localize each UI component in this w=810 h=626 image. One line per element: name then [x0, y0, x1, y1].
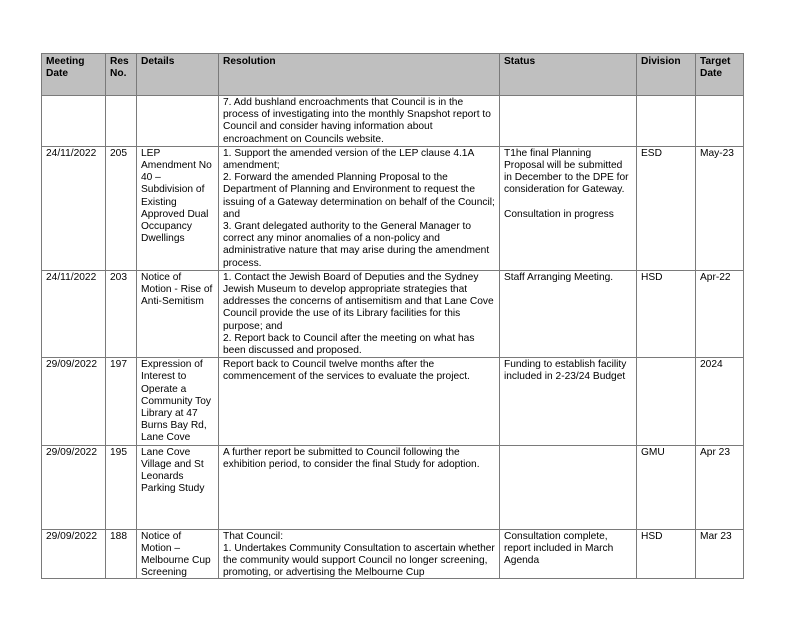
cell-res-no: 205 — [106, 146, 137, 270]
resolution-register-table — [41, 53, 744, 579]
cell-meeting-date: 29/09/2022 — [42, 529, 106, 578]
header-res-no: Res No. — [106, 54, 137, 96]
table-row — [42, 96, 744, 147]
cell-res-no: 203 — [106, 270, 137, 357]
cell-target-date: Mar 23 — [696, 529, 744, 578]
cell-res-no: 188 — [106, 529, 137, 578]
cell-status — [500, 96, 637, 147]
cell-details: Lane Cove Village and St Leonards Parking Study — [137, 445, 219, 529]
cell-status: T1he final Planning Proposal will be submitted in December to the DPE for consideration for Gateway. Consultation in progress — [500, 146, 637, 270]
table-row — [42, 358, 744, 445]
cell-details: LEP Amendment No 40 – Subdivision of Existing Approved Dual Occupancy Dwellings — [137, 146, 219, 270]
cell-meeting-date: 29/09/2022 — [42, 358, 106, 445]
header-status: Status — [500, 54, 637, 96]
cell-details — [137, 96, 219, 147]
cell-res-no — [106, 96, 137, 147]
cell-res-no: 197 — [106, 358, 137, 445]
cell-division: ESD — [637, 146, 696, 270]
cell-resolution: A further report be submitted to Council following the exhibition period, to consider the final Study for adoption. — [219, 445, 500, 529]
header-meeting-date: Meeting Date — [42, 54, 106, 96]
cell-status: Consultation complete, report included in March Agenda — [500, 529, 637, 578]
header-target-date: Target Date — [696, 54, 744, 96]
table-row — [42, 270, 744, 357]
cell-resolution: 1. Support the amended version of the LEP clause 4.1A amendment; 2. Forward the amended Planning Proposal to the Department of Planning and Environment to request the issuing of a Gateway determination on behalf of the Council; and 3. Grant delegated authority to the General Manager to correct any minor anomalies of a non-policy and administrative nature that may arise during the amendment process. — [219, 146, 500, 270]
cell-division — [637, 358, 696, 445]
cell-division: HSD — [637, 270, 696, 357]
header-resolution: Resolution — [219, 54, 500, 96]
table-row — [42, 529, 744, 578]
cell-status — [500, 445, 637, 529]
cell-target-date: Apr 23 — [696, 445, 744, 529]
cell-division — [637, 96, 696, 147]
header-division: Division — [637, 54, 696, 96]
cell-target-date — [696, 96, 744, 147]
cell-meeting-date — [42, 96, 106, 147]
table-row — [42, 445, 744, 529]
cell-details: Notice of Motion – Melbourne Cup Screening — [137, 529, 219, 578]
table-header-row — [42, 54, 744, 96]
cell-meeting-date: 24/11/2022 — [42, 146, 106, 270]
cell-status: Funding to establish facility included in 2-23/24 Budget — [500, 358, 637, 445]
cell-division: GMU — [637, 445, 696, 529]
cell-resolution: That Council: 1. Undertakes Community Consultation to ascertain whether the community would support Council no longer screening, promoting, or advertising the Melbourne Cup — [219, 529, 500, 578]
cell-target-date: May-23 — [696, 146, 744, 270]
cell-res-no: 195 — [106, 445, 137, 529]
cell-meeting-date: 29/09/2022 — [42, 445, 106, 529]
cell-resolution: Report back to Council twelve months after the commencement of the services to evaluate the project. — [219, 358, 500, 445]
cell-meeting-date: 24/11/2022 — [42, 270, 106, 357]
cell-status: Staff Arranging Meeting. — [500, 270, 637, 357]
cell-target-date: 2024 — [696, 358, 744, 445]
table-row — [42, 146, 744, 270]
cell-resolution: 1. Contact the Jewish Board of Deputies and the Sydney Jewish Museum to develop appropriate strategies that addresses the concerns of antisemitism and that Lane Cove Council provide the use of its Library facilities for this purpose; and 2. Report back to Council after the meeting on what has been discussed and proposed. — [219, 270, 500, 357]
header-details: Details — [137, 54, 219, 96]
cell-details: Notice of Motion - Rise of Anti-Semitism — [137, 270, 219, 357]
cell-resolution: 7. Add bushland encroachments that Council is in the process of investigating into the monthly Snapshot report to Council and consider having information about encroachment on Councils website. — [219, 96, 500, 147]
cell-division: HSD — [637, 529, 696, 578]
cell-details: Expression of Interest to Operate a Community Toy Library at 47 Burns Bay Rd, Lane Cove — [137, 358, 219, 445]
cell-target-date: Apr-22 — [696, 270, 744, 357]
